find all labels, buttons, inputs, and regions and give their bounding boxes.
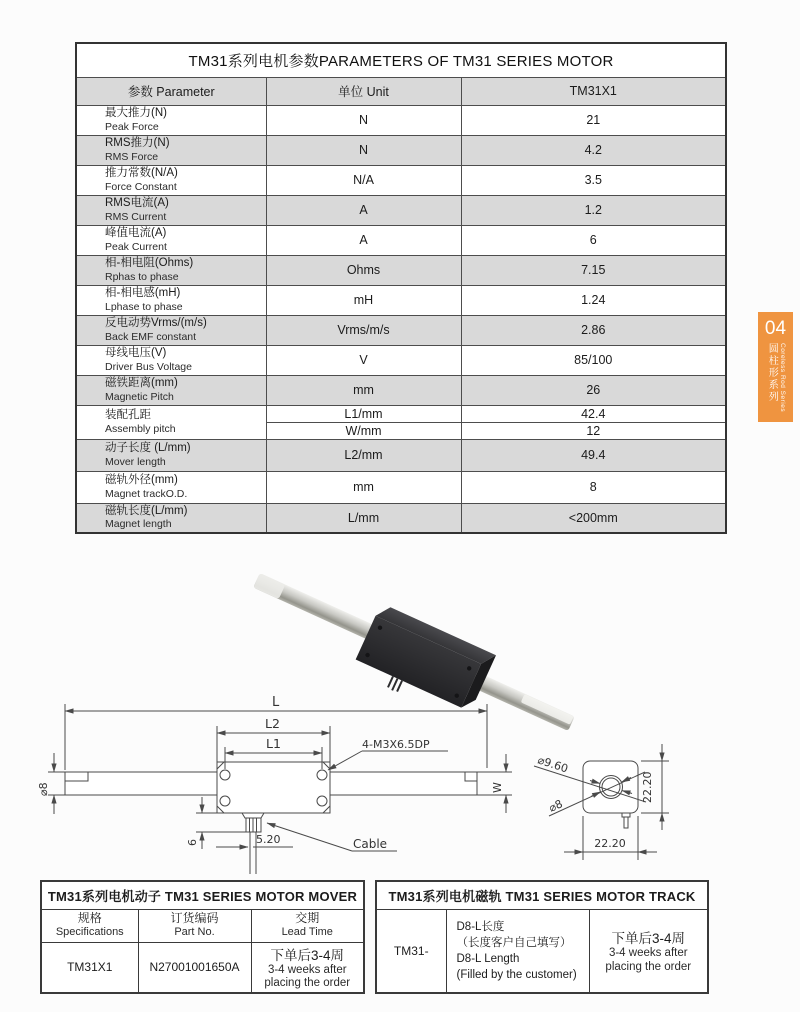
param-en: Assembly pitch <box>105 422 176 435</box>
param-en: Lphase to phase <box>105 300 183 313</box>
col-header-parameter: 参数 Parameter <box>76 77 266 105</box>
table-row <box>76 285 726 315</box>
track-length-zh: D8-L长度 <box>456 920 505 933</box>
table-row <box>76 375 726 405</box>
value-cell: 7.15 <box>461 255 726 285</box>
track-length-en2: (Filled by the customer) <box>456 968 577 981</box>
unit-cell: N <box>266 105 461 135</box>
dim-label-end-height: 22.20 <box>641 771 654 803</box>
body-outline <box>217 762 330 813</box>
unit-cell: L/mm <box>266 503 461 533</box>
value-cell: 1.2 <box>461 195 726 225</box>
table-row <box>76 135 726 165</box>
param-zh: 峰值电流(A) <box>105 227 167 240</box>
unit-cell: mm <box>266 471 461 503</box>
dim-label-6: 6 <box>186 839 199 846</box>
end-view <box>534 744 669 860</box>
unit-cell: L1/mm <box>266 405 461 422</box>
table-row <box>76 195 726 225</box>
param-zh: 母线电压(V) <box>105 347 167 360</box>
header-partno-en: Part No. <box>174 926 215 939</box>
track-length-zh2: （长度客户自己填写） <box>456 936 572 949</box>
param-zh: 装配孔距 <box>105 409 151 422</box>
unit-cell: A <box>266 225 461 255</box>
param-zh: 推力常数(N/A) <box>105 167 178 180</box>
param-en: Back EMF constant <box>105 330 197 343</box>
param-en: Magnet length <box>105 518 172 531</box>
unit-cell: mH <box>266 285 461 315</box>
cable-label: Cable <box>353 837 388 851</box>
mover-order-table <box>40 880 365 994</box>
col-header-unit: 单位 Unit <box>266 77 461 105</box>
value-cell: 6 <box>461 225 726 255</box>
product-photo <box>238 552 584 764</box>
header-spec-zh: 规格 <box>77 911 102 926</box>
section-title-en: Coreless Rod Series <box>778 343 786 413</box>
value-cell: 2.86 <box>461 315 726 345</box>
param-zh: 动子长度 (L/mm) <box>105 442 191 455</box>
param-zh: 磁轨外径(mm) <box>105 474 178 487</box>
param-zh: 最大推力(N) <box>105 107 167 120</box>
track-order-table <box>375 880 709 994</box>
value-cell: 85/100 <box>461 345 726 375</box>
dim-label-L1: L1 <box>266 736 281 751</box>
unit-cell: N/A <box>266 165 461 195</box>
dim-label-inner-diameter: ⌀8 <box>546 797 565 815</box>
spec-table <box>75 42 727 534</box>
param-zh: RMS电流(A) <box>105 197 169 210</box>
dim-label-rod-diameter: ⌀8 <box>37 782 50 796</box>
unit-cell: A <box>266 195 461 225</box>
param-zh: 相-相电阻(Ohms) <box>105 257 194 270</box>
table-row <box>76 225 726 255</box>
value-cell: 21 <box>461 105 726 135</box>
table-row <box>76 471 726 503</box>
technical-drawing <box>0 552 800 878</box>
param-en: RMS Force <box>105 150 159 163</box>
dim-label-cable-offset: 5.20 <box>256 833 281 846</box>
dim-label-W: W <box>491 782 504 793</box>
track-table-title: TM31系列电机磁轨 TM31 SERIES MOTOR TRACK <box>376 881 708 909</box>
unit-cell: Vrms/m/s <box>266 315 461 345</box>
param-zh: 相-相电感(mH) <box>105 287 181 300</box>
screw-note: 4-M3X6.5DP <box>362 738 430 751</box>
section-tab <box>758 312 793 422</box>
header-spec-en: Specifications <box>55 926 124 939</box>
header-partno-zh: 订货编码 <box>170 911 219 926</box>
dim-label-outer-diameter: ⌀9.60 <box>536 753 570 776</box>
unit-cell: mm <box>266 375 461 405</box>
unit-cell: N <box>266 135 461 165</box>
dim-label-end-width: 22.20 <box>594 837 626 850</box>
unit-cell: Ohms <box>266 255 461 285</box>
track-model-value: TM31- <box>376 909 446 993</box>
param-en: RMS Current <box>105 210 167 223</box>
col-header-model: TM31X1 <box>461 77 726 105</box>
table-row <box>76 345 726 375</box>
section-number: 04 <box>764 318 787 339</box>
header-leadtime-zh: 交期 <box>295 911 320 926</box>
param-zh: 磁轨长度(L/mm) <box>105 505 188 518</box>
param-en: Magnetic Pitch <box>105 390 174 403</box>
unit-cell: V <box>266 345 461 375</box>
value-cell: 3.5 <box>461 165 726 195</box>
dim-label-L: L <box>272 695 280 710</box>
param-en: Driver Bus Voltage <box>105 360 192 373</box>
value-cell: 8 <box>461 471 726 503</box>
value-cell: 49.4 <box>461 439 726 471</box>
unit-cell: L2/mm <box>266 439 461 471</box>
param-en: Magnet trackO.D. <box>105 487 188 500</box>
mover-table-title: TM31系列电机动子 TM31 SERIES MOTOR MOVER <box>41 881 364 909</box>
table-row <box>76 405 726 422</box>
param-en: Peak Current <box>105 240 167 253</box>
table-row <box>76 315 726 345</box>
param-en: Peak Force <box>105 120 159 133</box>
value-cell: 1.24 <box>461 285 726 315</box>
mover-lead-en: 3-4 weeks after placing the order <box>264 963 351 990</box>
unit-cell: W/mm <box>266 422 461 439</box>
value-cell: <200mm <box>461 503 726 533</box>
spec-table-title: TM31系列电机参数PARAMETERS OF TM31 SERIES MOTOR <box>76 43 726 77</box>
table-row <box>76 503 726 533</box>
side-view <box>37 695 512 874</box>
param-zh: 反电动势Vrms/(m/s) <box>105 317 207 330</box>
param-en: Mover length <box>105 455 166 468</box>
dim-label-L2: L2 <box>265 716 280 731</box>
param-en: Force Constant <box>105 180 177 193</box>
mover-spec-value: TM31X1 <box>41 942 138 993</box>
table-row <box>76 105 726 135</box>
param-zh: RMS推力(N) <box>105 137 170 150</box>
table-row <box>76 255 726 285</box>
value-cell: 42.4 <box>461 405 726 422</box>
mover-partno-value: N27001001650A <box>138 942 251 993</box>
track-length-en: D8-L Length <box>456 952 520 965</box>
param-zh: 磁铁距离(mm) <box>105 377 178 390</box>
table-row <box>76 165 726 195</box>
param-en: Rphas to phase <box>105 270 179 283</box>
value-cell: 26 <box>461 375 726 405</box>
section-title-zh: 圆柱形系列 <box>766 343 778 403</box>
value-cell: 12 <box>461 422 726 439</box>
track-lead-zh: 下单后3-4周 <box>611 930 686 946</box>
value-cell: 4.2 <box>461 135 726 165</box>
mover-lead-zh: 下单后3-4周 <box>270 947 344 963</box>
table-row <box>76 439 726 471</box>
header-leadtime-en: Lead Time <box>281 926 333 939</box>
track-lead-en: 3-4 weeks after placing the order <box>605 946 692 973</box>
